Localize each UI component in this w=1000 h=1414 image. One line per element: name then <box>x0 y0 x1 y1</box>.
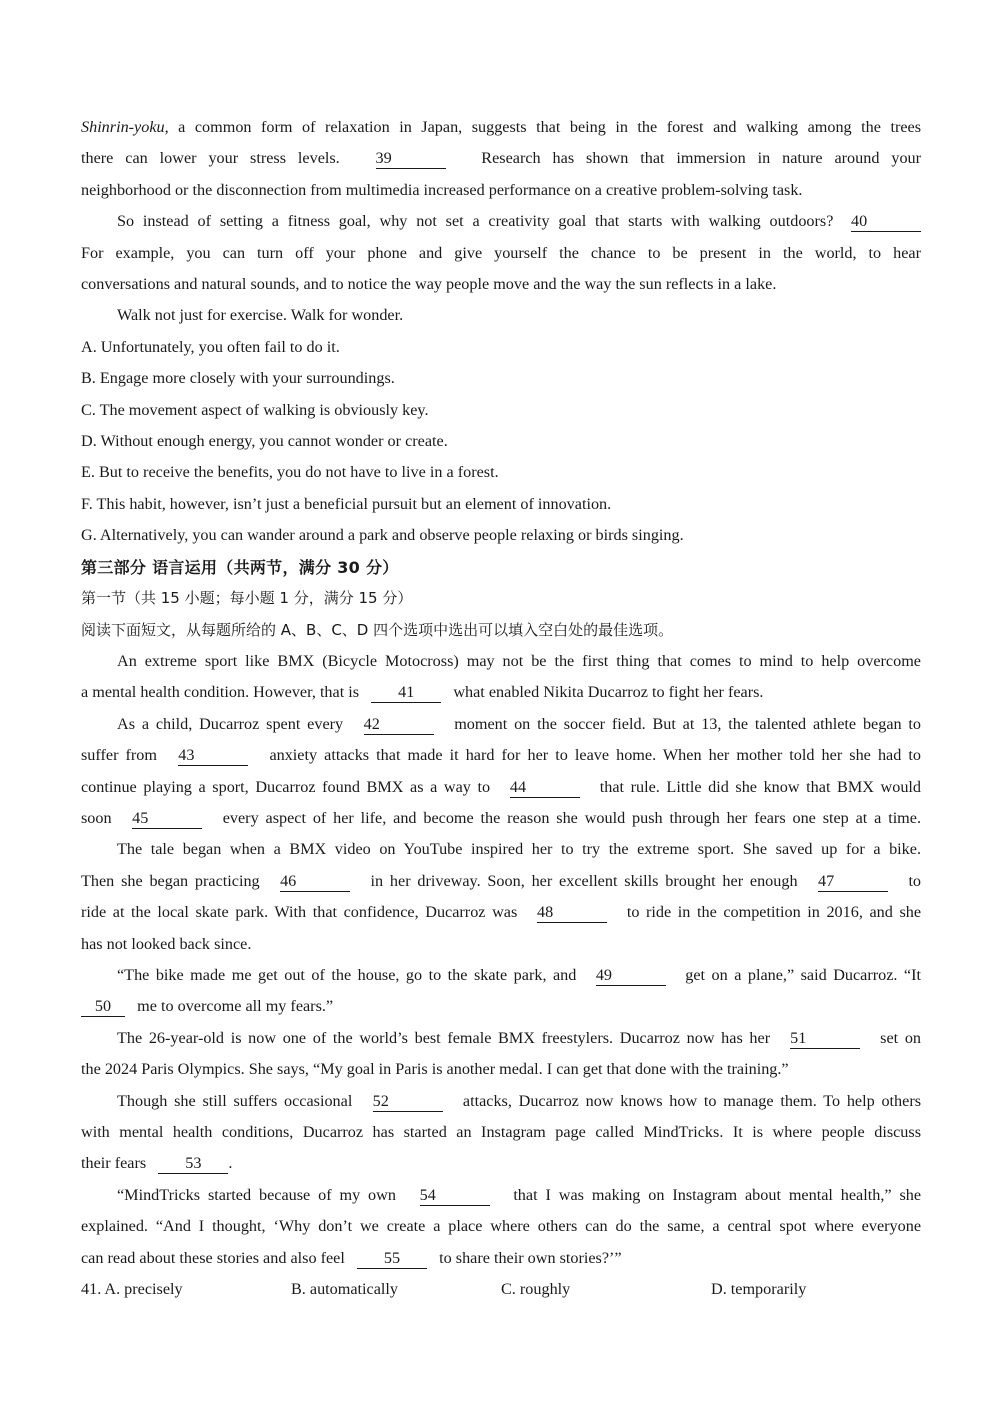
text-line: attacks, Ducarroz now knows how to manage them. To help others <box>462 1091 922 1110</box>
cloze-line <box>81 897 921 928</box>
text-line: “MindTricks started because of my own <box>117 1185 396 1204</box>
text-line: soon <box>81 808 112 827</box>
blank-53[interactable]: 53 <box>158 1153 228 1174</box>
blank-43[interactable]: 43 <box>178 745 248 766</box>
blank-54[interactable]: 54 <box>420 1185 490 1206</box>
text-line: Then she began practicing <box>81 871 260 890</box>
text-line: Though she still suffers occasional <box>117 1091 353 1110</box>
text-line: what enabled Nikita Ducarroz to fight her fears. <box>453 683 764 702</box>
cloze-line: has not looked back since. <box>81 934 252 953</box>
option-e: E. But to receive the benefits, you do not have to live in a forest. <box>81 463 499 482</box>
passage-line <box>81 143 921 174</box>
option-a: A. Unfortunately, you often fail to do it. <box>81 337 340 356</box>
cloze-line <box>81 991 921 1022</box>
text-line: , a common form of relaxation in Japan, suggests that being in the forest and walking among the trees <box>164 118 921 136</box>
text-line: there can lower your stress levels. <box>81 149 340 168</box>
option-41-d[interactable]: D. temporarily <box>711 1280 807 1299</box>
text-line: can read about these stories and also feel <box>81 1248 345 1267</box>
cloze-line <box>81 1243 921 1274</box>
exam-page <box>81 112 921 1305</box>
instruction: 阅读下面短文，从每题所给的 A、B、C、D 四个选项中选出可以填入空白处的最佳选项。 <box>81 620 674 639</box>
option-d: D. Without enough energy, you cannot wonder or create. <box>81 432 448 451</box>
blank-40[interactable]: 40 <box>851 211 921 232</box>
cloze-line <box>81 709 921 740</box>
text-line: that I was making on Instagram about mental health,” she <box>513 1185 922 1204</box>
text-line: to ride in the competition in 2016, and she <box>626 903 922 922</box>
blank-42[interactable]: 42 <box>364 714 434 735</box>
text-line: their fears <box>81 1154 147 1173</box>
blank-49[interactable]: 49 <box>596 965 666 986</box>
cloze-line <box>81 1086 921 1117</box>
text-line: . <box>228 1154 233 1173</box>
text-line: me to overcome all my fears.” <box>137 997 334 1016</box>
text-line: set on <box>880 1028 922 1047</box>
blank-52[interactable]: 52 <box>373 1091 443 1112</box>
blank-47[interactable]: 47 <box>818 871 888 892</box>
cloze-line <box>81 866 921 897</box>
text-line: continue playing a sport, Ducarroz found BMX as a way to <box>81 777 491 796</box>
blank-50[interactable]: 50 <box>81 996 125 1017</box>
passage-line: conversations and natural sounds, and to notice the way people move and the way the sun reflects in a lake. <box>81 275 777 294</box>
cloze-line <box>81 740 921 771</box>
part-title: 第三部分 语言运用（共两节，满分 30 分） <box>81 557 399 577</box>
passage-paragraph <box>81 112 921 143</box>
text-line: As a child, Ducarroz spent every <box>117 714 344 733</box>
passage-line <box>81 206 921 237</box>
blank-39[interactable]: 39 <box>376 148 446 169</box>
cloze-line <box>81 960 921 991</box>
text-line: So instead of setting a fitness goal, why not set a creativity goal that starts with walking outdoors? <box>117 212 834 231</box>
cloze-line: explained. “And I thought, ‘Why don’t we create a place where others can do the same, a central spot where everyone <box>81 1217 921 1236</box>
blank-41[interactable]: 41 <box>371 682 441 703</box>
passage-line: neighborhood or the disconnection from multimedia increased performance on a creative problem-solving task. <box>81 180 803 199</box>
blank-48[interactable]: 48 <box>537 902 607 923</box>
cloze-line: the 2024 Paris Olympics. She says, “My goal in Paris is another medal. I can get that done with the training.” <box>81 1060 789 1079</box>
blank-46[interactable]: 46 <box>280 871 350 892</box>
blank-44[interactable]: 44 <box>510 777 580 798</box>
option-41-c[interactable]: C. roughly <box>501 1280 571 1299</box>
text-line: to <box>908 871 922 890</box>
text-line: “The bike made me get out of the house, go to the skate park, and <box>117 965 577 984</box>
cloze-line <box>81 677 921 708</box>
cloze-line <box>81 1148 921 1179</box>
text-line: that rule. Little did she know that BMX would <box>599 777 922 796</box>
blank-55[interactable]: 55 <box>357 1248 427 1269</box>
blank-51[interactable]: 51 <box>790 1028 860 1049</box>
cloze-line: An extreme sport like BMX (Bicycle Motocross) may not be the first thing that comes to mind to help overcome <box>117 651 921 670</box>
text-line: Research has shown that immersion in nature around your <box>481 149 922 168</box>
section-title: 第一节（共 15 小题；每小题 1 分，满分 15 分） <box>81 589 413 608</box>
cloze-line <box>81 803 921 834</box>
text-line: The 26-year-old is now one of the world’s best female BMX freestylers. Ducarroz now has her <box>117 1028 771 1047</box>
text-line: moment on the soccer field. But at 13, the talented athlete began to <box>454 714 922 733</box>
text-line: every aspect of her life, and become the reason she would push through her fears one step at a time. <box>222 808 922 827</box>
passage-line: Walk not just for exercise. Walk for wonder. <box>117 306 404 325</box>
option-c: C. The movement aspect of walking is obviously key. <box>81 400 429 419</box>
cloze-line <box>81 1023 921 1054</box>
cloze-line <box>81 1180 921 1211</box>
passage-line: For example, you can turn off your phone and give yourself the chance to be present in the world, to hear <box>81 243 921 262</box>
cloze-line: with mental health conditions, Ducarroz has started an Instagram page called MindTricks. It is where people discuss <box>81 1123 921 1141</box>
text-line: ride at the local skate park. With that confidence, Ducarroz was <box>81 903 518 922</box>
question-41-options <box>81 1274 921 1305</box>
option-f: F. This habit, however, isn’t just a beneficial pursuit but an element of innovation. <box>81 494 612 513</box>
text-line: to share their own stories?’” <box>439 1248 622 1267</box>
text-line: in her driveway. Soon, her excellent skills brought her enough <box>370 871 798 890</box>
text-line: anxiety attacks that made it hard for her to leave home. When her mother told her she had to <box>269 746 921 765</box>
term-italic: Shinrin-yoku <box>81 118 165 136</box>
text-line: a mental health condition. However, that is <box>81 683 360 702</box>
option-41-a[interactable]: 41. A. precisely <box>81 1280 183 1299</box>
option-41-b[interactable]: B. automatically <box>291 1280 398 1299</box>
blank-45[interactable]: 45 <box>132 808 202 829</box>
text-line: get on a plane,” said Ducarroz. “It <box>685 965 922 984</box>
option-g: G. Alternatively, you can wander around a park and observe people relaxing or birds singing. <box>81 526 684 545</box>
text-line: suffer from <box>81 746 157 765</box>
option-b: B. Engage more closely with your surroundings. <box>81 369 395 388</box>
cloze-line: The tale began when a BMX video on YouTube inspired her to try the extreme sport. She saved up for a bike. <box>117 840 921 859</box>
cloze-line <box>81 772 921 803</box>
